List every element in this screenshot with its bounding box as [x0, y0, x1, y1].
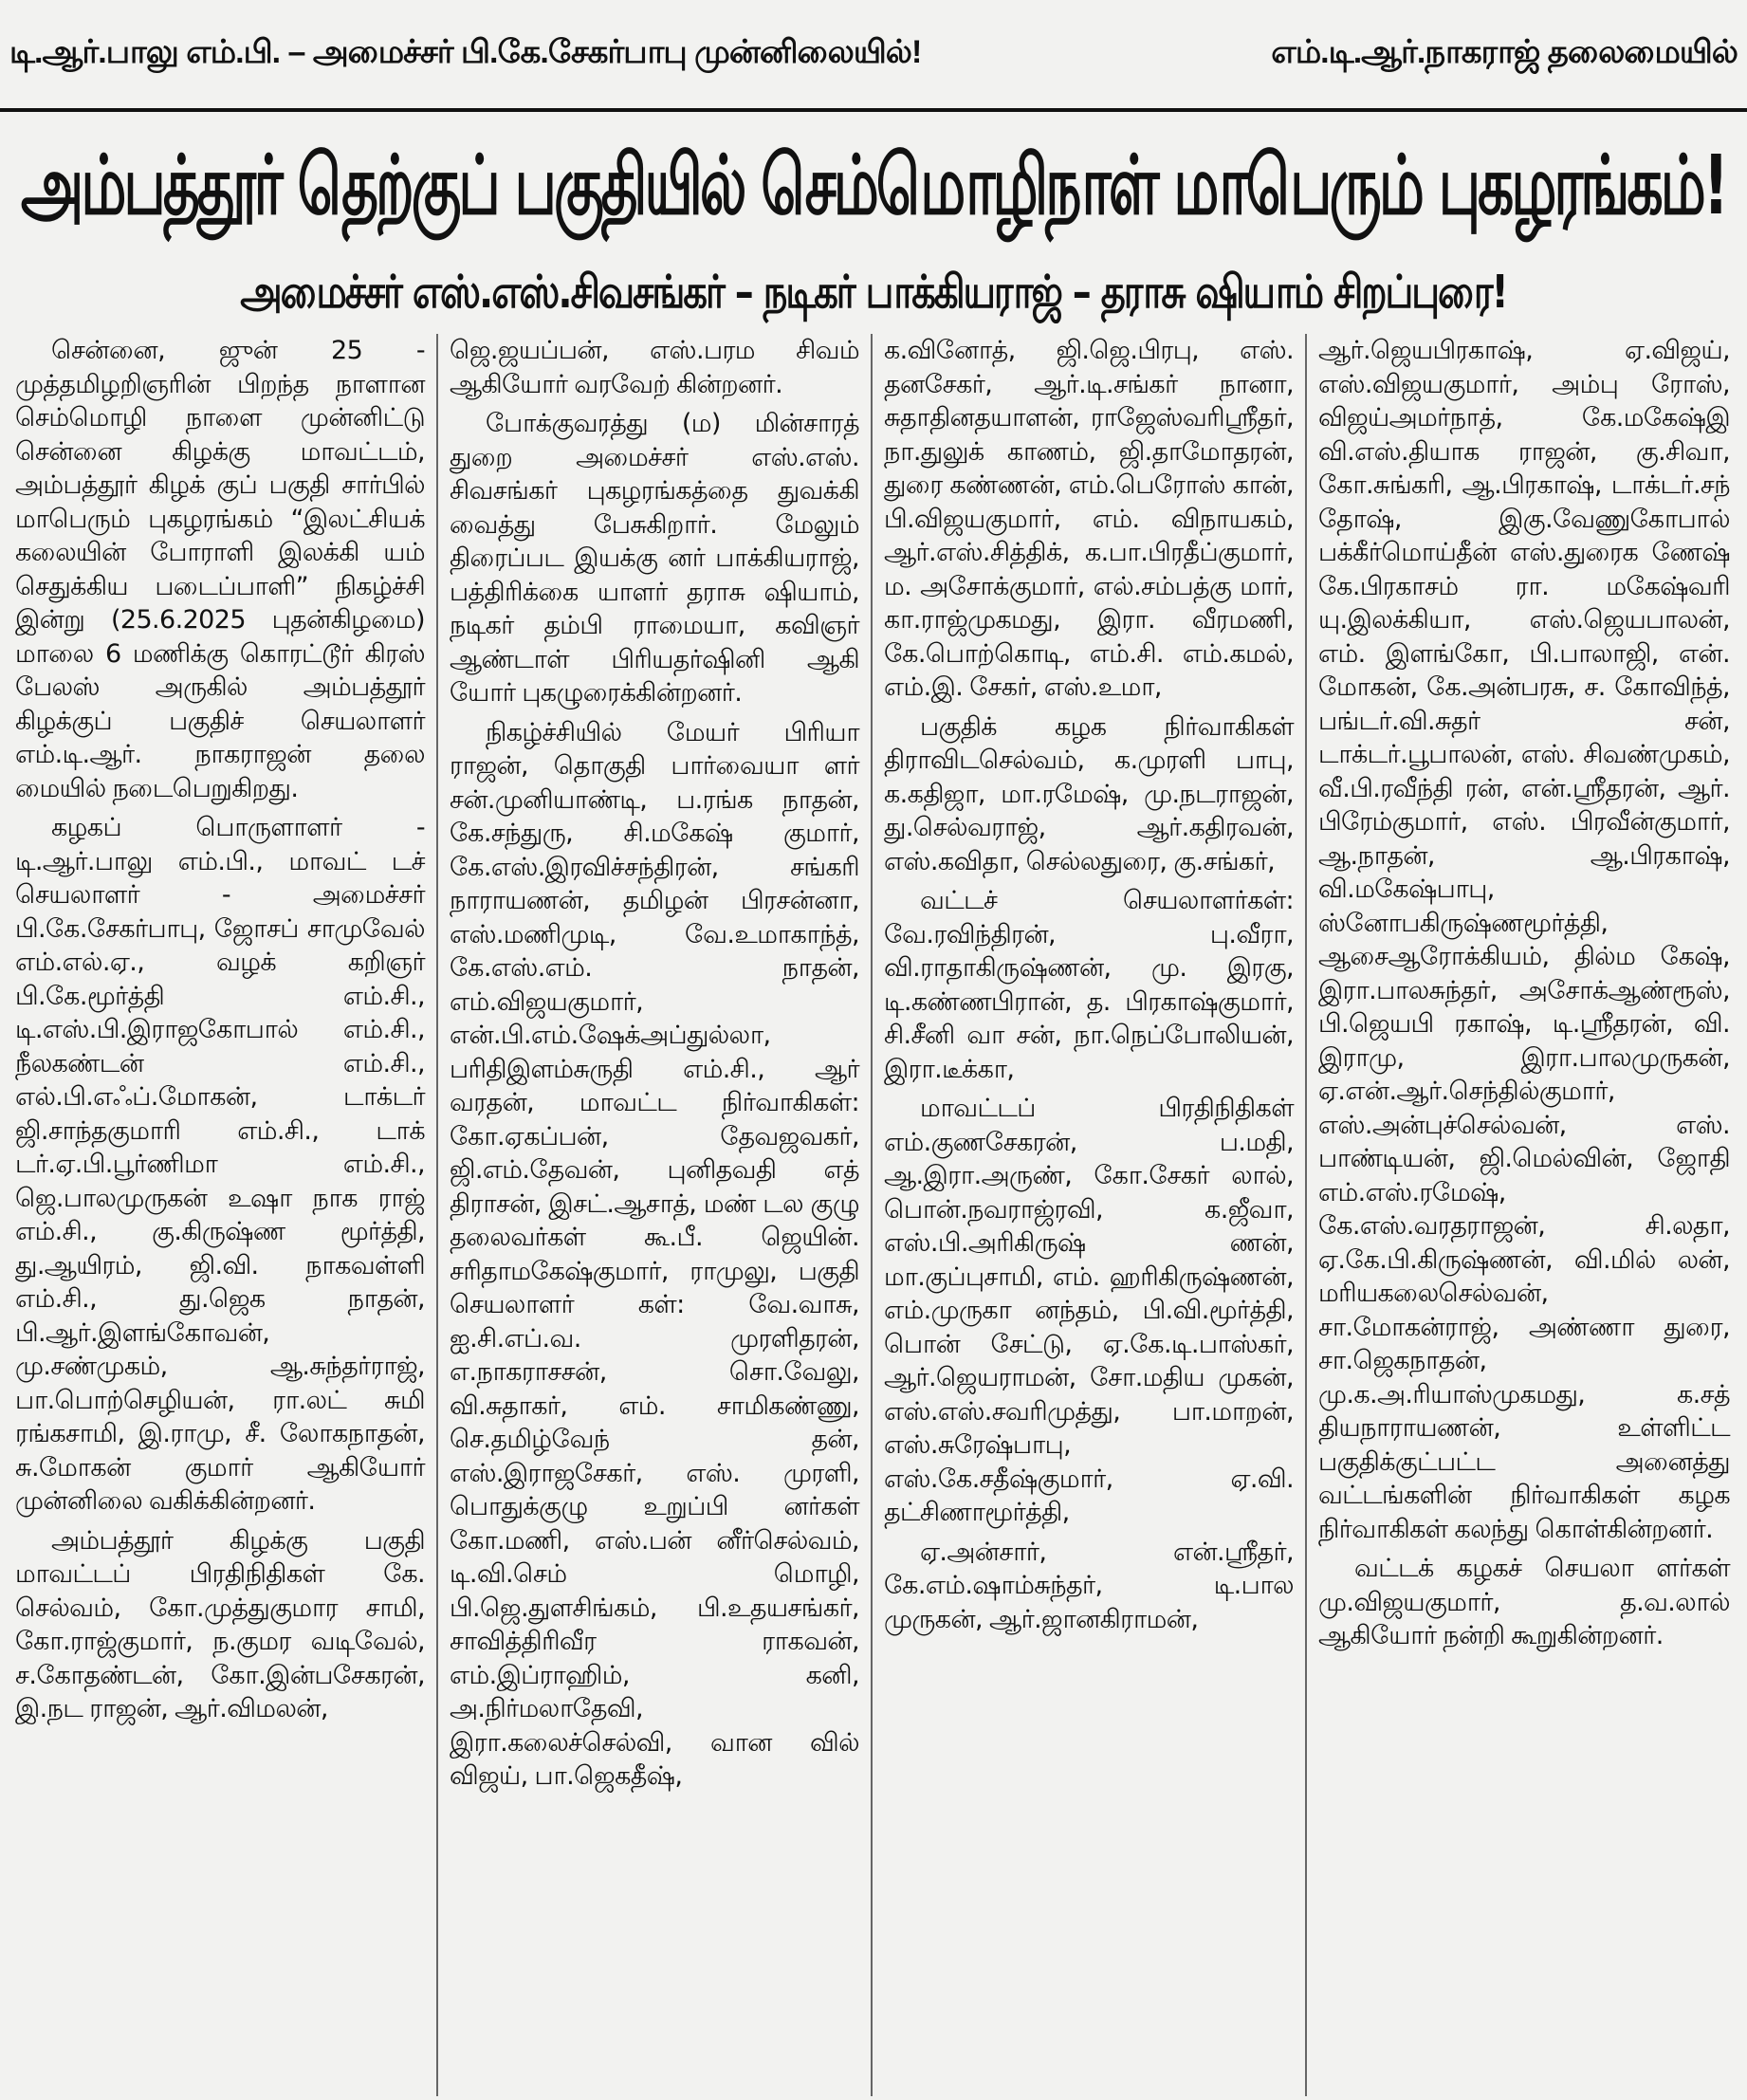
- subheadline-text: அமைச்சர் எஸ்.எஸ்.சிவசங்கர் – நடிகர் பாக்கியராஜ் – தராசு ஷியாம் சிறப்புரை!: [240, 266, 1507, 319]
- kicker-line: [0, 0, 1747, 112]
- article-paragraph: போக்குவரத்து (ம) மின்சாரத் துறை அமைச்சர் எஸ்.எஸ். சிவசங்கர் புகழரங்கத்தை துவக்கி வைத்து பேசுகிறார். மேலும் திரைப்பட இயக்கு னர் பாக்கியராஜ், பத்திரிக்கை யாளர் தராசு ஷியாம், நடிகர் தம்பி ராமையா, கவிஞர் ஆண்டாள் பிரியதர்ஷினி ஆகி யோர் புகழுரைக்கின்றனர்.: [450, 409, 859, 708]
- article-paragraph: ஏ.அன்சார், என்.ஸ்ரீதர், கே.எம்.ஷாம்சுந்தர், டி.பால முருகன், ஆர்.ஜானகிராமன்,: [884, 1537, 1294, 1634]
- article-body: [4, 334, 1743, 2096]
- article-paragraph: ஆர்.ஜெயபிரகாஷ், ஏ.விஜய், எஸ்.விஜயகுமார், அம்பு ரோஸ், விஜய்அமர்நாத், கே.மகேஷ்இ வி.எஸ்.தியாக ராஜன், கு.சிவா, கோ.சுங்கரி, ஆ.பிரகாஷ், டாக்டர்.சந் தோஷ், இகு.வேணுகோபால் பக்கீர்மொய்தீன் எஸ்.துரைக ணேஷ் கே.பிரகாசம் ரா. மகேஷ்வரி யு.இலக்கியா, எஸ்.ஜெயபாலன், எம். இளங்கோ, பி.பாலாஜி, என். மோகன், கே.அன்பரசு, ச. கோவிந்த், பங்டர்.வி.சுதர் சன், டாக்டர்.பூபாலன், எஸ். சிவண்முகம், வீ.பி.ரவீந்தி ரன், என்.ஸ்ரீதரன், ஆர். பிரேம்குமார், எஸ். பிரவீன்குமார், ஆ.நாதன், ஆ.பிரகாஷ், வி.மகேஷ்பாபு, ஸ்னோபகிருஷ்ணமூர்த்தி, ஆசைஆரோக்கியம், தில்ம கேஷ், இரா.பாலசுந்தர், அசோக்ஆண்ரூஸ், பி.ஜெயபி ரகாஷ், டி.ஸ்ரீதரன், வி. இராமு, இரா.பாலமுருகன், ஏ.என்.ஆர்.செந்தில்குமார், எஸ்.அன்புச்செல்வன், எஸ். பாண்டியன், ஜி.மெல்வின், ஜோதி எம்.எஸ்.ரமேஷ், கே.எஸ்.வரதராஜன், சி.லதா, ஏ.கே.பி.கிருஷ்ணன், வி.மில் லன், மரியகலைசெல்வன், சா.மோகன்ராஜ், அண்ணா துரை, சா.ஜெகநாதன், மு.க.அ.ரியாஸ்முகமது, க.சத் தியநாராயணன், உள்ளிட்ட பகுதிக்குட்பட்ட அனைத்து வட்டங்களின் நிர்வாகிகள் கழக நிர்வாகிகள் கலந்து கொள்கின்றனர்.: [1318, 336, 1730, 1544]
- article-paragraph: ஜெ.ஜயப்பன், எஸ்.பரம சிவம் ஆகியோர் வரவேற் கின்றனர்.: [450, 336, 859, 399]
- article-paragraph: வட்டக் கழகச் செயலா ளர்கள் மு.விஜயகுமார், த.வ.லால் ஆகியோர் நன்றி கூறுகின்றனர்.: [1318, 1554, 1730, 1650]
- article-column-2: [438, 334, 873, 2096]
- article-column-4: [1307, 334, 1741, 2096]
- article-paragraph: அம்பத்தூர் கிழக்கு பகுதி மாவட்டப் பிரதிநிதிகள் கே. செல்வம், கோ.முத்துகுமார சாமி, கோ.ராஜ்குமார், ந.குமர வடிவேல், ச.கோதண்டன், கோ.இன்பசேகரன், இ.நட ராஜன், ஆர்.விமலன்,: [15, 1525, 425, 1723]
- subheadline: [0, 264, 1747, 326]
- kicker-left: டி.ஆர்.பாலு எம்.பி. – அமைச்சர் பி.கே.சேகர்பாபு முன்னிலையில்!: [9, 33, 922, 70]
- headline-text: அம்பத்தூர் தெற்குப் பகுதியில் செம்மொழிநாள் மாபெரும் புகழரங்கம்!: [21, 138, 1726, 234]
- article-paragraph: க.வினோத், ஜி.ஜெ.பிரபு, எஸ். தனசேகர், ஆர்.டி.சங்கர் நானா, சுதாதினதயாளன், ராஜேஸ்வரிஸ்ரீதர், நா.துலுக் காணம், ஜி.தாமோதரன், துரை கண்ணன், எம்.பெரோஸ் கான், பி.விஜயகுமார், எம். விநாயகம், ஆர்.எஸ்.சித்திக், க.பா.பிரதீப்குமார், ம. அசோக்குமார், எல்.சம்பத்கு மார், கா.ராஜ்முகமது, இரா. வீரமணி, கே.பொற்கொடி, எம்.சி. எம்.கமல், எம்.இ. சேகர், எஸ்.உமா,: [884, 336, 1294, 702]
- article-column-3: [873, 334, 1307, 2096]
- article-paragraph: சென்னை, ஜுன் 25 - முத்தமிழறிஞரின் பிறந்த நாளான செம்மொழி நாளை முன்னிட்டு சென்னை கிழக்கு மாவட்டம், அம்பத்தூர் கிழக் குப் பகுதி சார்பில் மாபெரும் புகழரங்கம் “இலட்சியக் கலையின் போராளி இலக்கி யம் செதுக்கிய படைப்பாளி” நிகழ்ச்சி இன்று (25.6.2025 புதன்கிழமை) மாலை 6 மணிக்கு கொரட்டூர் கிரஸ் பேலஸ் அருகில் அம்பத்தூர் கிழக்குப் பகுதிச் செயலாளர் எம்.டி.ஆர். நாகராஜன் தலை மையில் நடைபெறுகிறது.: [15, 336, 425, 803]
- kicker-right: எம்.டி.ஆர்.நாகராஜ் தலைமையில்: [1271, 33, 1738, 70]
- article-paragraph: மாவட்டப் பிரதிநிதிகள் எம்.குணசேகரன், ப.மதி, ஆ.இரா.அருண், கோ.சேகர் லால், பொன்.நவராஜ்ரவி, க.ஜீவா, எஸ்.பி.அரிகிருஷ் ணன், மா.குப்புசாமி, எம். ஹரிகிருஷ்ணன், எம்.முருகா னந்தம், பி.வி.மூர்த்தி, பொன் சேட்டு, ஏ.கே.டி.பாஸ்கர், ஆர்.ஜெயராமன், சோ.மதிய முகன், எஸ்.எஸ்.சவரிமுத்து, பா.மாறன், எஸ்.சுரேஷ்பாபு, எஸ்.கே.சதீஷ்குமார், ஏ.வி. தட்சிணாமூர்த்தி,: [884, 1094, 1294, 1527]
- article-column-1: [4, 334, 438, 2096]
- article-paragraph: பகுதிக் கழக நிர்வாகிகள் திராவிடசெல்வம், க.முரளி பாபு, க.கதிஜா, மா.ரமேஷ், மு.நடராஜன், து.செல்வராஜ், ஆர்.கதிரவன், எஸ்.கவிதா, செல்லதுரை, கு.சங்கர்,: [884, 711, 1294, 876]
- headline: [0, 118, 1747, 266]
- article-paragraph: நிகழ்ச்சியில் மேயர் பிரியா ராஜன், தொகுதி பார்வையா ளர் சன்.முனியாண்டி, ப.ரங்க நாதன், கே.சந்துரு, சி.மகேஷ் குமார், கே.எஸ்.இரவிச்சந்திரன், சங்கரி நாராயணன், தமிழன் பிரசன்னா, எஸ்.மணிமுடி, வே.உமாகாந்த், கே.எஸ்.எம். நாதன், எம்.விஜயகுமார், என்.பி.எம்.ஷேக்அப்துல்லா, பரிதிஇளம்சுருதி எம்.சி., ஆர் வரதன், மாவட்ட நிர்வாகிகள்: கோ.ஏகப்பன், தேவஜவகர், ஜி.எம்.தேவன், புனிதவதி எத் திராசன், இசட்.ஆசாத், மண் டல குழு தலைவர்கள் கூ.பீ. ஜெயின். சரிதாமகேஷ்குமார், ராமுலு, பகுதி செயலாளர் கள்: வே.வாசு, ஐ.சி.எப்.வ. முரளிதரன், எ.நாகராசசன், சொ.வேலு, வி.சுதாகர், எம். சாமிகண்ணு, செ.தமிழ்வேந் தன், எஸ்.இராஜசேகர், எஸ். முரளி, பொதுக்குழு உறுப்பி னர்கள் கோ.மணி, எஸ்.பன் னீர்செல்வம், டி.வி.செம் மொழி, பி.ஜெ.துளசிங்கம், பி.உதயசங்கர், சாவித்திரிவீர ராகவன், எம்.இப்ராஹிம், கனி, அ.நிர்மலாதேவி, இரா.கலைச்செல்வி, வான வில் விஜய், பா.ஜெகதீஷ்,: [450, 717, 859, 1791]
- article-paragraph: கழகப் பொருளாளர் - டி.ஆர்.பாலு எம்.பி., மாவட் டச் செயலாளர் - அமைச்சர் பி.கே.சேகர்பாபு, ஜோசப் சாமுவேல் எம்.எல்.ஏ., வழக் கறிஞர் பி.கே.மூர்த்தி எம்.சி., டி.எஸ்.பி.இராஜகோபால் எம்.சி., நீலகண்டன் எம்.சி., எல்.பி.எஃப்.மோகன், டாக்டர் ஜி.சாந்தகுமாரி எம்.சி., டாக் டர்.ஏ.பி.பூர்ணிமா எம்.சி., ஜெ.பாலமுருகன் உஷா நாக ராஜ் எம்.சி., கு.கிருஷ்ண மூர்த்தி, து.ஆயிரம், ஜி.வி. நாகவள்ளி எம்.சி., து.ஜெக நாதன், பி.ஆர்.இளங்கோவன், மு.சண்முகம், ஆ.சுந்தர்ராஜ், பா.பொற்செழியன், ரா.லட் சுமி ரங்கசாமி, இ.ராமு, சீ. லோகநாதன், சு.மோகன் குமார் ஆகியோர் முன்னிலை வகிக்கின்றனர்.: [15, 813, 425, 1516]
- article-paragraph: வட்டச் செயலாளர்கள்: வே.ரவிந்திரன், பு.வீரா, வி.ராதாகிருஷ்ணன், மு. இரகு, டி.கண்ணபிரான், த. பிரகாஷ்குமார், சி.சீனி வா சன், நா.நெப்போலியன், இரா.டீக்கா,: [884, 886, 1294, 1084]
